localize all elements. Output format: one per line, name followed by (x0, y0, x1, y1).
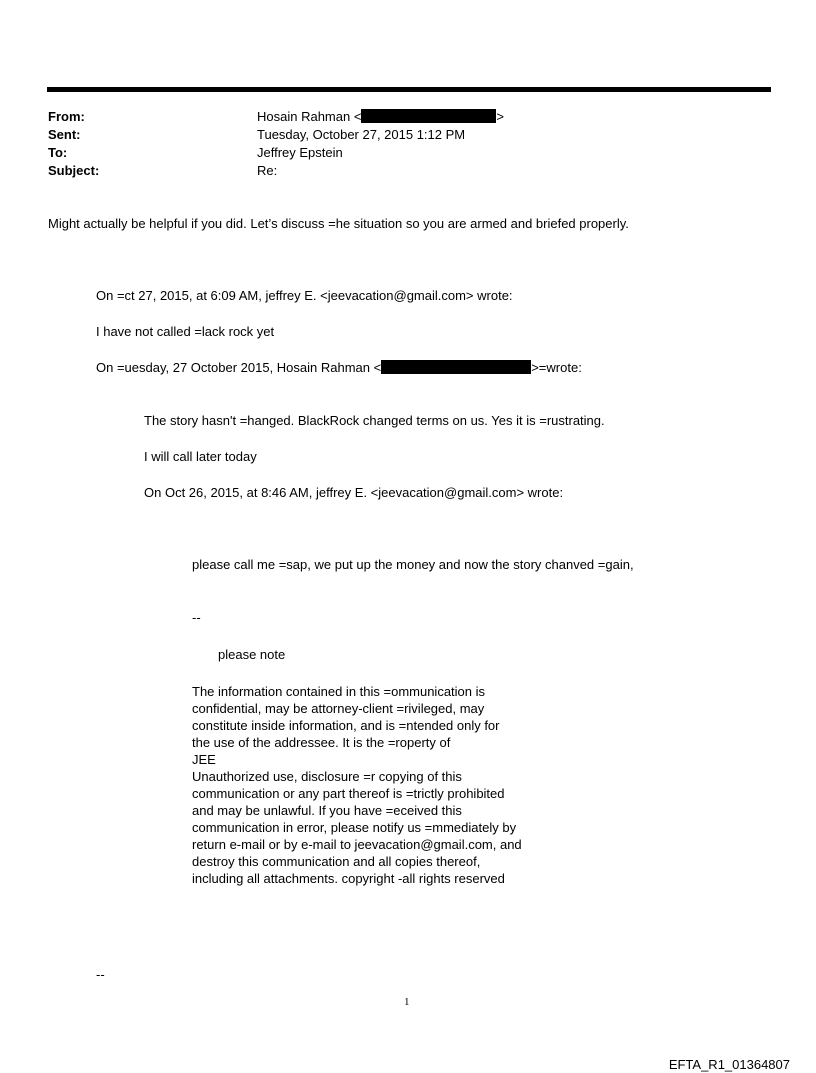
quote3-text: please call me =sap, we put up the money and now the story chanved =gain, (192, 557, 634, 572)
to-value: Jeffrey Epstein (257, 145, 343, 160)
disclaimer-line: constitute inside information, and is =ntended only for (192, 718, 500, 733)
disclaimer-line: communication or any part thereof is =trictly prohibited (192, 786, 505, 801)
from-value (257, 109, 504, 124)
please-note: please note (218, 647, 286, 662)
disclaimer-line: confidential, may be attorney-client =rivileged, may (192, 701, 485, 716)
quote2-intro (96, 360, 582, 375)
quote3-intro: On Oct 26, 2015, at 8:46 AM, jeffrey E. <jeevacation@gmail.com> wrote: (144, 485, 564, 500)
quote2-intro-end: >=wrote: (531, 360, 582, 375)
reply-text: Might actually be helpful if you did. Let’s discuss =he situation so you are armed and briefed properly. (48, 216, 629, 231)
disclaimer-line: including all attachments. copyright -all rights reserved (192, 871, 505, 886)
disclaimer-line: return e-mail or by e-mail to jeevacation@gmail.com, and (192, 837, 522, 852)
quote2-intro-start: On =uesday, 27 October 2015, Hosain Rahman < (96, 360, 382, 375)
disclaimer-line: the use of the addressee. It is the =roperty of (192, 735, 451, 750)
disclaimer-line: communication in error, please notify us =mmediately by (192, 820, 517, 835)
page-number: 1 (404, 996, 410, 1008)
quote1-intro: On =ct 27, 2015, at 6:09 AM, jeffrey E. <jeevacation@gmail.com> wrote: (96, 288, 513, 303)
quote2-text2: I will call later today (144, 449, 257, 464)
from-label: From: (48, 109, 85, 124)
disclaimer (192, 683, 522, 887)
sent-label: Sent: (48, 127, 81, 142)
subject-value: Re: (257, 163, 278, 178)
disclaimer-line: and may be unlawful. If you have =eceived this (192, 803, 462, 818)
redaction-box (361, 109, 496, 123)
signature-dashes: -- (192, 610, 201, 625)
quote1-text: I have not called =lack rock yet (96, 324, 275, 339)
to-label: To: (48, 145, 68, 160)
redaction-box (381, 360, 531, 374)
from-name: Hosain Rahman < (257, 109, 362, 124)
from-close: > (496, 109, 505, 124)
disclaimer-line: JEE (192, 752, 216, 767)
bottom-dashes: -- (96, 967, 105, 982)
disclaimer-line: The information contained in this =ommunication is (192, 684, 486, 699)
quote2-text1: The story hasn't =hanged. BlackRock changed terms on us. Yes it is =rustrating. (144, 413, 605, 428)
sent-value: Tuesday, October 27, 2015 1:12 PM (257, 127, 466, 142)
disclaimer-line: Unauthorized use, disclosure =r copying of this (192, 769, 462, 784)
disclaimer-line: destroy this communication and all copies thereof, (192, 854, 481, 869)
header-rule (47, 87, 771, 92)
subject-label: Subject: (48, 163, 100, 178)
document-id: EFTA_R1_01364807 (668, 1057, 790, 1072)
